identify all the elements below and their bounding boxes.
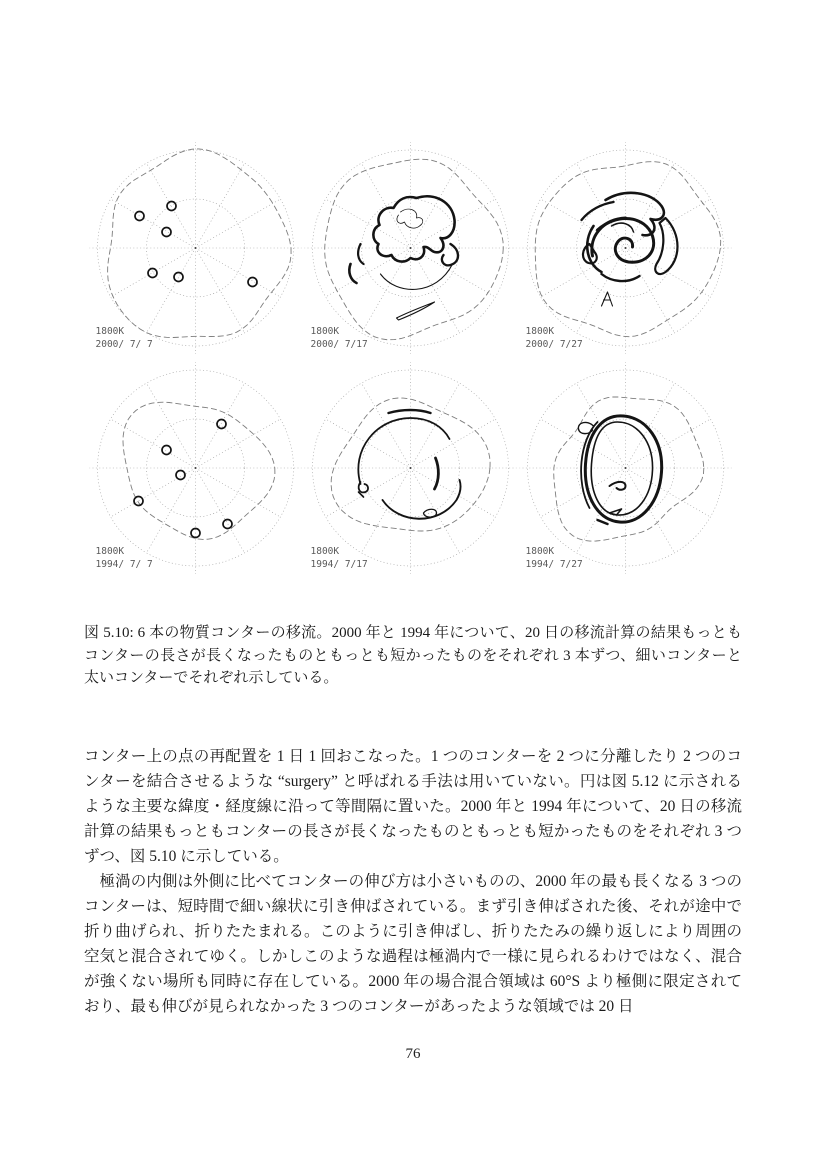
material-contour-path [397,209,423,228]
body-paragraph-2: 極渦の内側は外側に比べてコンターの伸び方は小さいものの、2000 年の最も長くなる 3 つのコンターは、短時間で細い線状に引き伸ばされている。まず引き伸ばされた後、それが途中で折り曲げられ、折りたたまれる。このように引き伸ばし、折りたたみの繰り返しにより周囲の空気と混合されてゆく。しかしこのような過程は極渦内で一様に見られるわけではなく、混合が強くない場所も同時に存在している。2000 年の場合混合領域は 60°S より極側に限定されており、最も伸びが見られなかった 3 つのコンターがあったような領域では 20 日 [84,873,742,1015]
plot-level-label: 1800K [310,326,340,337]
polar-plot [518,358,733,578]
material-contour-path [591,422,652,515]
plot-level-label: 1800K [525,546,555,557]
material-contour-path [602,274,640,281]
material-contour-path [598,520,608,524]
figure-panel-1 [88,138,303,358]
figure-5-10-plots [88,138,733,578]
material-contour-path [383,480,461,519]
material-contour-path [582,202,614,220]
material-contour-path [612,223,634,232]
material-contour-circle [148,269,157,278]
material-contour-circle [162,446,171,455]
figure-panel-4 [88,358,303,578]
material-contour-path [349,264,356,283]
material-contour-path [587,226,601,272]
plot-date-label: 1994/ 7/27 [525,559,583,570]
material-contour-path [435,458,439,489]
material-contour-path [602,292,613,306]
material-contour-path [358,418,449,484]
material-contour-path [397,302,435,320]
material-contour-path [655,218,677,274]
plot-level-label: 1800K [95,326,125,337]
polar-plot [303,358,518,578]
material-contour-circle [162,228,171,237]
material-contour-path [389,410,431,413]
polar-plot [88,358,303,578]
body-text [84,744,742,1019]
coastline-contour [123,402,275,539]
plot-date-label: 1994/ 7/ 7 [95,559,153,570]
polar-plot [518,138,733,358]
plot-date-label: 2000/ 7/17 [310,339,368,350]
plot-level-label: 1800K [525,326,555,337]
material-contour-circle [223,520,232,529]
figure-panel-2 [303,138,518,358]
figure-panel-3 [518,138,733,358]
plot-level-label: 1800K [95,546,125,557]
polar-plot [88,138,303,358]
material-contour-circle [248,278,257,287]
material-contour-circle [134,497,143,506]
material-contour-path [585,416,661,522]
plot-date-label: 2000/ 7/ 7 [95,339,153,350]
material-contour-circle [135,212,144,221]
plot-date-label: 1994/ 7/17 [310,559,368,570]
plot-level-label: 1800K [310,546,340,557]
body-paragraph-1: コンター上の点の再配置を 1 日 1 回おこなった。1 つのコンターを 2 つに分離したり 2 つのコンターを結合させるような “surgery” と呼ばれる手法は用いていない。円は図 5.12 に示されるような主要な緯度・経度線に沿って等間隔に置いた。2000 年と 1994 年について、20 日の移流計算の結果もっともコンターの長さが長くなったものともっとも短かったものをそれぞれ 3 つずつ、図 5.10 に示している。 [84,748,742,865]
coastline-contour [554,397,704,541]
material-contour-circle [217,420,226,429]
material-contour-path [610,482,626,490]
material-contour-path [424,509,437,517]
material-contour-circle [174,273,183,282]
polar-plot [303,138,518,358]
material-contour-path [359,482,368,492]
figure-panel-5 [303,358,518,578]
material-contour-path [606,193,664,235]
page-number: 76 [405,1046,421,1062]
material-contour-path [610,509,622,515]
coastline-contour [108,149,292,338]
plot-date-label: 2000/ 7/27 [525,339,583,350]
material-contour-path [358,244,363,264]
figure-panel-6 [518,358,733,578]
coastline-contour [535,162,721,337]
material-contour-path [578,422,593,433]
figure-caption: 図 5.10: 6 本の物質コンターの移流。2000 年と 1994 年について、20 日の移流計算の結果もっともコンターの長さが長くなったものともっとも短かったものをそれぞれ 3 本ずつ、細いコンターと太いコンターでそれぞれ示している。 [84,625,742,686]
material-contour-path [381,264,453,289]
